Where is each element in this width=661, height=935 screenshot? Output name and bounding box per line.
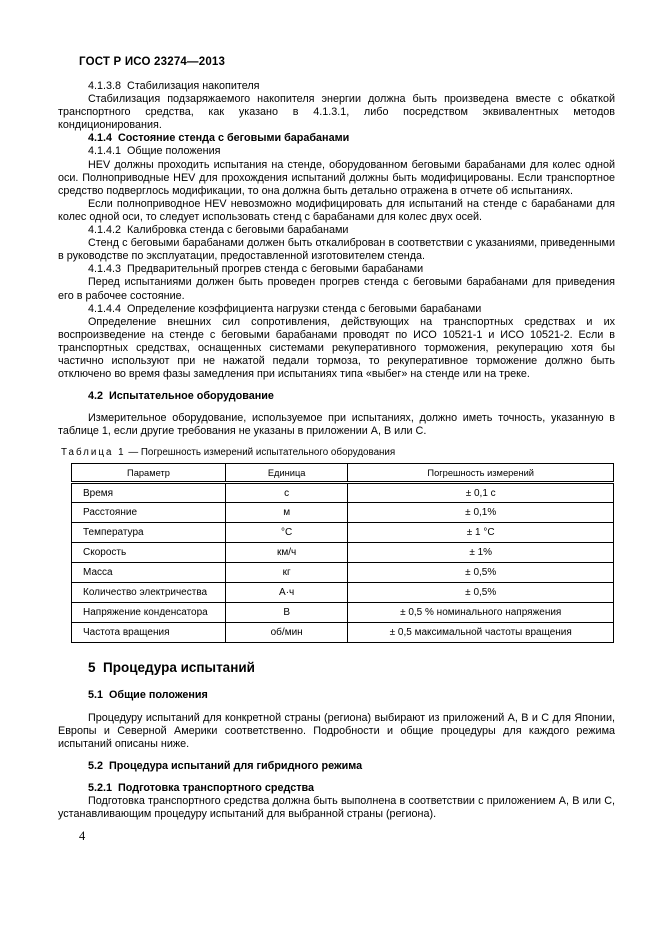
table-cell: А·ч [225, 583, 347, 603]
table-cell: ± 1% [348, 543, 614, 563]
table-row [72, 563, 614, 583]
table-cell: ± 0,5 максимальной частоты вращения [348, 623, 614, 643]
clause-5-2-1-paragraph: Подготовка транспортного средства должна быть выполнена в соответствии с приложением А, В или С, устанавливающим процедуру испытаний для выбранной страны (региона). [58, 795, 615, 821]
document-body-bottom [58, 660, 615, 821]
clause-4-1-4-3-paragraph: Перед испытаниями должен быть проведен прогрев стенда с беговыми барабанами для приведения его в рабочее состояние. [58, 276, 615, 302]
table-cell: км/ч [225, 543, 347, 563]
clause-4-1-4-heading: 4.1.4 Состояние стенда с беговыми барабанами [88, 132, 350, 145]
table-cell: с [225, 483, 347, 503]
table-cell: ± 1 °С [348, 523, 614, 543]
table-cell: Масса [72, 563, 226, 583]
clause-4-1-3-8-heading: 4.1.3.8 Стабилизация накопителя [88, 80, 260, 92]
clause-4-1-4-1-paragraph-1: HEV должны проходить испытания на стенде, оборудованном беговыми барабанами для колес одной оси. Полноприводные HEV для прохождения испытаний должны быть модифицированы. Если транспортное средство подверглось модификации, то она должна быть детально отражена в отчете об испытаниях. [58, 158, 615, 197]
table-cell: ± 0,5% [348, 563, 614, 583]
table-cell: ± 0,1% [348, 503, 614, 523]
table-row [72, 583, 614, 603]
table-column-header: Погрешность измерений [348, 464, 614, 483]
table-row [72, 603, 614, 623]
table-cell: Напряжение конденсатора [72, 603, 226, 623]
clause-4-2-paragraph: Измерительное оборудование, используемое при испытаниях, должно иметь точность, указанную в таблице 1, если другие требования не указаны в приложении А, В или С. [58, 412, 615, 438]
clause-4-1-4-2-heading: 4.1.4.2 Калибровка стенда с беговыми барабанами [88, 224, 349, 237]
table-cell: Температура [72, 523, 226, 543]
clause-4-1-4-2-paragraph: Стенд с беговыми барабанами должен быть откалиброван в соответствии с указаниями, приведенными в руководстве по эксплуатации, предоставленной изготовителем стенда. [58, 237, 615, 263]
table-cell: Количество электричества [72, 583, 226, 603]
table-row [72, 503, 614, 523]
table-cell: ± 0,5% [348, 583, 614, 603]
table-cell: Время [72, 483, 226, 503]
table-row [72, 623, 614, 643]
table-cell: кг [225, 563, 347, 583]
table-row [72, 483, 614, 503]
table-cell: ± 0,5 % номинального напряжения [348, 603, 614, 623]
clause-4-1-4-4-paragraph: Определение внешних сил сопротивления, действующих на транспортных средствах и их воспроизведение на стенде с беговыми барабанами проводят по ИСО 10521-1 и ИСО 10521-2. Если в транспортных средствах, оснащенных системами рекуперативного торможения, рекуперацию хотя бы частично используют при не нажатой педали тормоза, то рекуперативное торможение должно быть отключено во время фазы замедления при испытаниях типа «выбег» на стенде или на треке. [58, 315, 615, 381]
table-column-header: Параметр [72, 464, 226, 483]
page-number: 4 [79, 829, 86, 844]
clause-4-1-4-3-heading: 4.1.4.3 Предварительный прогрев стенда с беговыми барабанами [88, 263, 424, 276]
table-row [72, 543, 614, 563]
clause-4-1-4-4-heading: 4.1.4.4 Определение коэффициента нагрузки стенда с беговыми барабанами [88, 302, 482, 315]
clause-4-1-4-1-paragraph-2: Если полноприводное HEV невозможно модифицировать для испытаний на стенде с барабанами для колес одной оси, то следует использовать стенд с барабанами для колес двух осей. [58, 197, 615, 223]
table-cell: В [225, 603, 347, 623]
clause-5-2-1-heading: 5.2.1 Подготовка транспортного средства [88, 781, 314, 794]
table-cell: Скорость [72, 543, 226, 563]
table-cell: об/мин [225, 623, 347, 643]
table-column-header: Единица [225, 464, 347, 483]
clause-5-1-paragraph: Процедуру испытаний для конкретной страны (региона) выбирают из приложений А, В и С для Японии, Европы и Северной Америки соответственно. Подробности и общие процедуры для каждого режима испытаний описаны ниже. [58, 711, 615, 750]
running-header: ГОСТ Р ИСО 23274—2013 [79, 56, 226, 68]
table-caption [61, 447, 615, 459]
table-cell: Частота вращения [72, 623, 226, 643]
table-cell: Расстояние [72, 503, 226, 523]
section-5-heading: 5 Процедура испытаний [88, 660, 255, 676]
table-caption-text: — Погрешность измерений испытательного оборудования [128, 447, 396, 459]
clause-4-1-3-8-paragraph: Стабилизация подзаряжаемого накопителя энергии должна быть произведена вместе с обкаткой транспортного средства, как указано в 4.1.3.1, либо посредством эквивалентных методов кондиционирования. [58, 93, 615, 132]
table-caption-label: Таблица 1 [61, 447, 126, 459]
document-body-top [58, 80, 615, 438]
table-cell: ± 0,1 с [348, 483, 614, 503]
clause-5-2-heading: 5.2 Процедура испытаний для гибридного режима [88, 759, 363, 772]
clause-5-1-heading: 5.1 Общие положения [88, 689, 208, 702]
table-header-row [72, 464, 614, 483]
table-cell: °С [225, 523, 347, 543]
clause-4-2-heading: 4.2 Испытательное оборудование [88, 390, 274, 403]
measurement-accuracy-table [71, 463, 614, 643]
table-cell: м [225, 503, 347, 523]
clause-4-1-4-1-heading: 4.1.4.1 Общие положения [88, 145, 221, 158]
table-row [72, 523, 614, 543]
